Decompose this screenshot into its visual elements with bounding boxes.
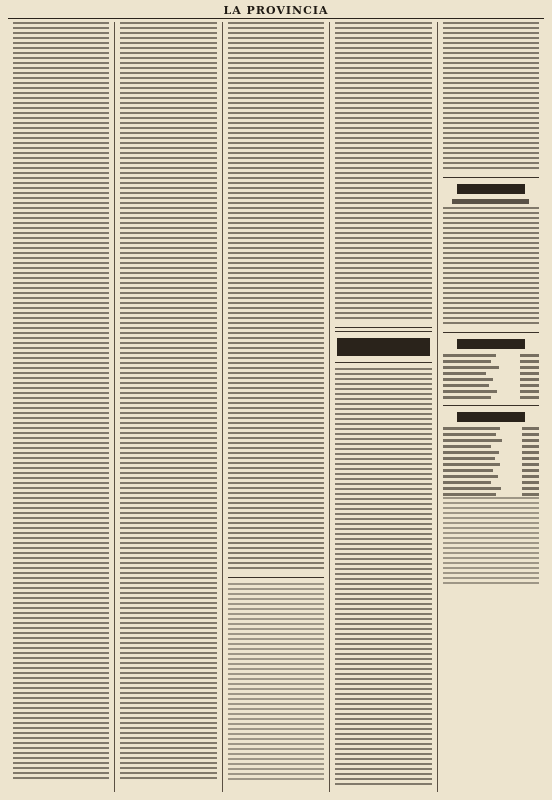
article-body xyxy=(228,583,324,783)
divider xyxy=(443,405,539,406)
column-2 xyxy=(114,22,221,792)
article-body xyxy=(443,207,539,327)
section-heading xyxy=(457,184,524,194)
divider xyxy=(335,362,431,363)
article-body xyxy=(335,368,431,788)
divider xyxy=(228,577,324,578)
column-5 xyxy=(437,22,544,792)
section-subheading xyxy=(452,199,529,204)
column-3 xyxy=(222,22,329,792)
article-body xyxy=(443,497,539,587)
price-table xyxy=(443,354,539,400)
section-heading xyxy=(457,412,524,422)
divider xyxy=(443,332,539,333)
columns xyxy=(8,22,544,792)
price-table xyxy=(443,427,539,497)
article-body xyxy=(335,22,431,322)
divider xyxy=(443,177,539,178)
column-1 xyxy=(8,22,114,792)
section-heading xyxy=(337,338,430,356)
article-body xyxy=(443,22,539,172)
article-body xyxy=(13,22,109,782)
column-4 xyxy=(329,22,436,792)
divider xyxy=(335,327,431,332)
page-title: LA PROVINCIA xyxy=(223,4,329,17)
running-head xyxy=(8,4,544,19)
section-heading xyxy=(457,339,524,349)
article-body xyxy=(120,22,216,782)
article-body xyxy=(228,22,324,572)
